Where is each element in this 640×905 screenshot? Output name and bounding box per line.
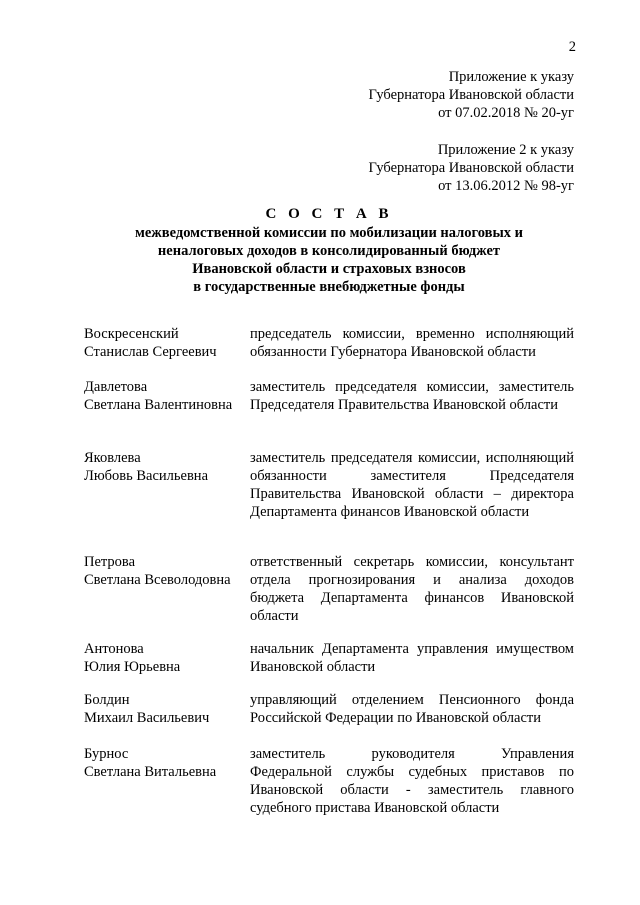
appendix-line: от 13.06.2012 № 98-уг xyxy=(438,178,574,194)
member-given-name: Михаил Васильевич xyxy=(84,710,210,726)
member-surname: Яковлева xyxy=(84,450,141,466)
appendix-line: от 07.02.2018 № 20-уг xyxy=(438,105,574,121)
member-name xyxy=(84,745,250,817)
member-entry xyxy=(84,325,574,361)
member-role: управляющий отделением Пенсионного фонда Российской Федерации по Ивановской области xyxy=(250,692,574,726)
member-name xyxy=(84,691,250,727)
member-entry xyxy=(84,640,574,676)
member-surname: Воскресенский xyxy=(84,326,179,342)
member-name xyxy=(84,325,250,361)
page-number: 2 xyxy=(568,39,576,55)
member-surname: Антонова xyxy=(84,641,144,657)
member-name xyxy=(84,553,250,625)
document-heading xyxy=(84,205,574,296)
appendix-block-original xyxy=(369,141,574,195)
member-name xyxy=(84,640,250,676)
member-surname: Бурнос xyxy=(84,746,129,762)
member-role: ответственный секретарь комиссии, консультант отдела прогнозирования и анализа доходов бюджета Департамента финансов Ивановской области xyxy=(250,554,574,624)
member-given-name: Светлана Валентиновна xyxy=(84,397,233,413)
commission-members-list xyxy=(84,325,574,816)
member-given-name: Любовь Васильевна xyxy=(84,468,209,484)
member-name xyxy=(84,378,250,414)
appendix-line: Приложение 2 к указу xyxy=(437,142,574,158)
member-given-name: Юлия Юрьевна xyxy=(84,659,181,675)
appendix-line: Губернатора Ивановской области xyxy=(368,87,574,103)
appendix-line: Приложение к указу xyxy=(448,69,574,85)
member-entry xyxy=(84,378,574,414)
member-given-name: Светлана Всеволодовна xyxy=(84,572,231,588)
heading-line: Ивановской области и страховых взносов xyxy=(192,261,466,277)
member-surname: Давлетова xyxy=(84,379,148,395)
member-name xyxy=(84,449,250,521)
heading-line: в государственные внебюджетные фонды xyxy=(193,279,465,295)
member-entry xyxy=(84,553,574,625)
heading-line: неналоговых доходов в консолидированный бюджет xyxy=(157,243,501,259)
member-role: начальник Департамента управления имуществом Ивановской области xyxy=(250,641,574,675)
appendix-line: Губернатора Ивановской области xyxy=(368,160,574,176)
appendix-block-current xyxy=(369,68,574,122)
member-entry xyxy=(84,745,574,817)
member-entry xyxy=(84,691,574,727)
heading-line: межведомственной комиссии по мобилизации налоговых и xyxy=(134,225,524,241)
document-title: С О С Т А В xyxy=(265,206,393,222)
member-role: заместитель председателя комиссии, исполняющий обязанности заместителя Председателя Правительства Ивановской области – директора Департамента финансов Ивановской области xyxy=(250,450,574,520)
member-entry xyxy=(84,449,574,521)
member-role: заместитель руководителя Управления Федеральной службы судебных приставов по Ивановской области - заместитель главного судебного пристава Ивановской области xyxy=(250,746,574,816)
member-surname: Петрова xyxy=(84,554,136,570)
member-given-name: Светлана Витальевна xyxy=(84,764,217,780)
member-given-name: Станислав Сергеевич xyxy=(84,344,217,360)
member-role: председатель комиссии, временно исполняющий обязанности Губернатора Ивановской области xyxy=(250,326,574,360)
member-role: заместитель председателя комиссии, заместитель Председателя Правительства Ивановской области xyxy=(250,379,574,413)
member-surname: Болдин xyxy=(84,692,130,708)
